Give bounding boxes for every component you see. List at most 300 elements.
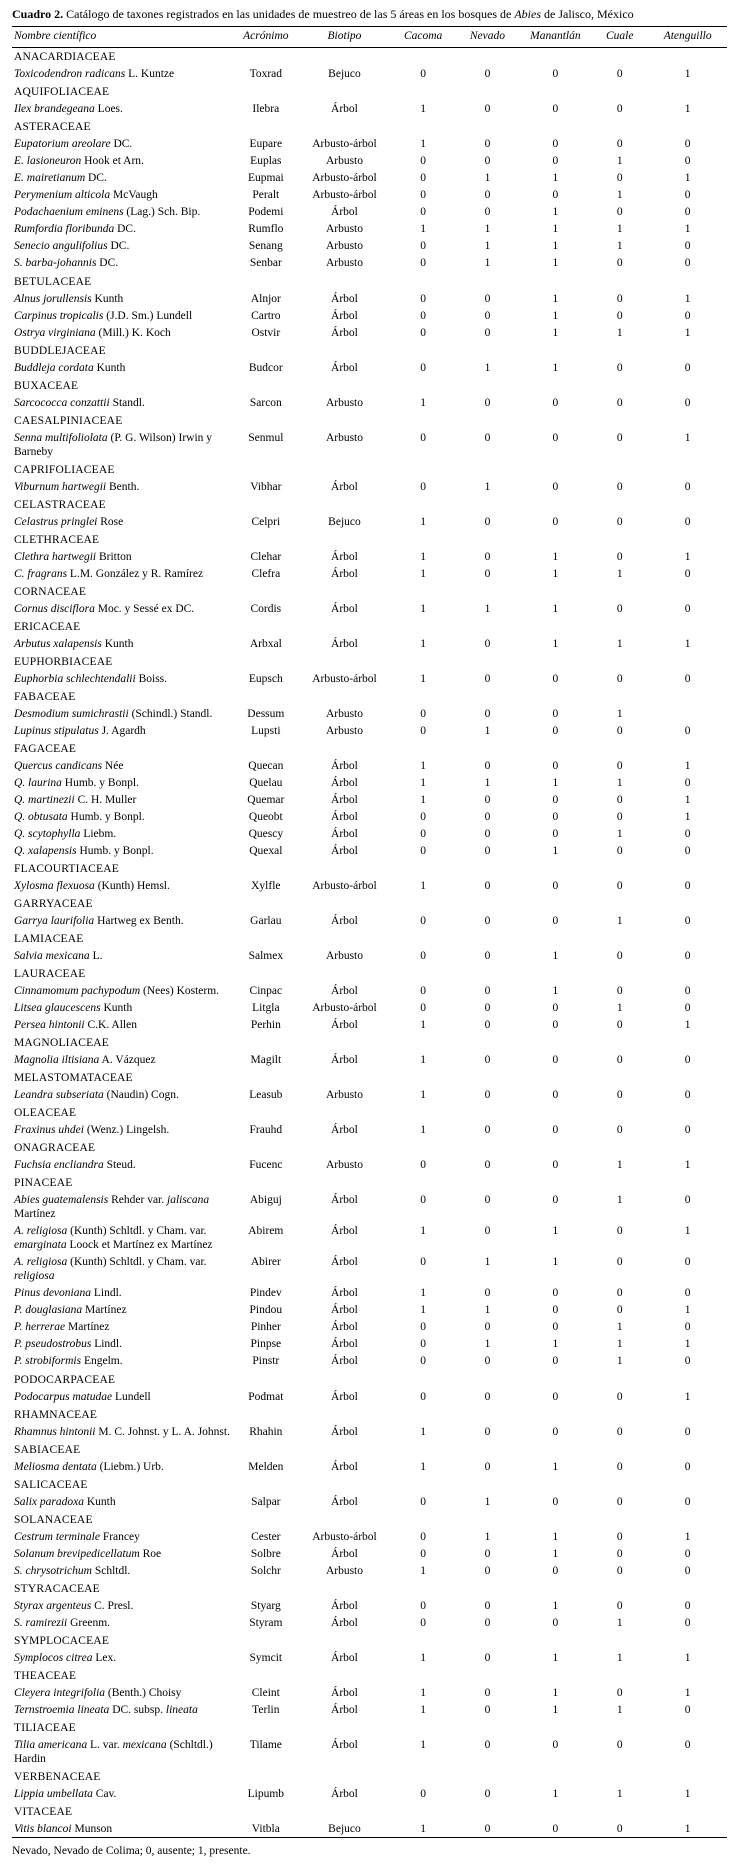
species-row bbox=[12, 1254, 727, 1285]
presence-cell: 0 bbox=[552, 1159, 559, 1172]
species-name: Buddleja cordata Kunth bbox=[14, 361, 126, 374]
presence-cell: 0 bbox=[616, 1089, 623, 1102]
acronym-cell: Budcor bbox=[248, 361, 283, 374]
presence-cell: 0 bbox=[484, 189, 491, 202]
species-name: Celastrus pringlei Rose bbox=[14, 515, 124, 528]
species-name: Q. scytophylla Liebm. bbox=[14, 828, 117, 840]
species-name: Lippia umbellata Cav. bbox=[14, 1787, 117, 1800]
species-name: Abies guatemalensis Rehder var. jaliscana Martínez bbox=[14, 1194, 210, 1221]
presence-cell: 0 bbox=[616, 810, 623, 823]
presence-cell: 0 bbox=[484, 793, 491, 806]
species-name: Lupinus stipulatus J. Agardh bbox=[14, 724, 146, 737]
species-name: Vitis blancoi Munson bbox=[14, 1822, 113, 1835]
family-row bbox=[12, 860, 727, 878]
family-row bbox=[12, 47, 727, 66]
family-row bbox=[12, 1405, 727, 1423]
presence-cell: 0 bbox=[616, 292, 623, 305]
presence-cell: 0 bbox=[616, 1304, 623, 1317]
presence-cell: 0 bbox=[552, 1089, 559, 1102]
species-row bbox=[12, 429, 727, 460]
presence-cell: 1 bbox=[684, 1390, 691, 1403]
biotype-cell: Arbusto bbox=[325, 1089, 363, 1102]
presence-cell: 0 bbox=[420, 240, 426, 253]
biotype-cell: Árbol bbox=[331, 1425, 358, 1438]
presence-cell: 0 bbox=[552, 759, 559, 772]
species-name: A. religiosa (Kunth) Schltdl. y Cham. var. religiosa bbox=[14, 1256, 207, 1283]
presence-cell: 1 bbox=[684, 550, 691, 563]
biotype-cell: Árbol bbox=[331, 309, 358, 322]
presence-cell: 1 bbox=[616, 1338, 623, 1351]
presence-cell: 0 bbox=[420, 257, 426, 270]
species-row bbox=[12, 878, 727, 895]
presence-cell: 0 bbox=[616, 1256, 623, 1269]
col-nevado: Nevado bbox=[455, 27, 519, 48]
presence-cell: 0 bbox=[484, 1547, 491, 1560]
presence-cell: 0 bbox=[484, 68, 491, 81]
species-row bbox=[12, 1458, 727, 1475]
species-name: C. fragrans L.M. González y R. Ramírez bbox=[14, 567, 204, 580]
acronym-cell: Queobt bbox=[248, 810, 283, 823]
family-row bbox=[12, 272, 727, 290]
species-row bbox=[12, 136, 727, 153]
presence-cell: 0 bbox=[616, 880, 623, 893]
presence-cell: 0 bbox=[420, 155, 426, 168]
species-row bbox=[12, 324, 727, 341]
species-row bbox=[12, 565, 727, 582]
presence-cell: 0 bbox=[616, 550, 623, 563]
biotype-cell: Arbusto bbox=[325, 1564, 363, 1577]
species-row bbox=[12, 948, 727, 965]
presence-cell: 0 bbox=[484, 1390, 491, 1403]
species-name: Q. obtusata Humb. y Bonpl. bbox=[14, 810, 145, 823]
presence-cell: 1 bbox=[684, 1338, 691, 1351]
biotype-cell: Arbusto bbox=[325, 431, 363, 444]
acronym-cell: Lupsti bbox=[251, 724, 281, 737]
presence-cell: 0 bbox=[616, 1495, 623, 1508]
family-name: CAPRIFOLIACEAE bbox=[14, 463, 115, 476]
biotype-cell: Árbol bbox=[331, 103, 358, 116]
species-name: Perymenium alticola McVaugh bbox=[14, 189, 158, 202]
presence-cell: 0 bbox=[616, 602, 623, 615]
presence-cell: 0 bbox=[484, 1159, 491, 1172]
presence-cell: 1 bbox=[616, 915, 623, 928]
acronym-cell: Podmat bbox=[248, 1390, 284, 1403]
caption-text-post: de Jalisco, México bbox=[541, 7, 634, 21]
presence-cell: 0 bbox=[684, 1002, 691, 1015]
species-name: Symplocos citrea Lex. bbox=[14, 1651, 117, 1664]
presence-cell: 1 bbox=[420, 637, 426, 650]
presence-cell: 1 bbox=[484, 1338, 491, 1351]
biotype-cell: Árbol bbox=[331, 1256, 358, 1269]
presence-cell: 0 bbox=[616, 480, 623, 493]
family-name: MAGNOLIACEAE bbox=[14, 1037, 110, 1050]
species-row bbox=[12, 170, 727, 187]
acronym-cell: Pinpse bbox=[250, 1338, 282, 1351]
caption-text-pre: Catálogo de taxones registrados en las unidades de muestreo de las 5 áreas en los bosques de bbox=[63, 7, 515, 21]
acronym-cell: Styarg bbox=[250, 1599, 281, 1612]
presence-cell: 1 bbox=[420, 1651, 426, 1664]
presence-cell: 0 bbox=[484, 326, 491, 339]
acronym-cell: Clefra bbox=[251, 567, 281, 580]
presence-cell: 0 bbox=[484, 292, 491, 305]
acronym-cell: Arbxal bbox=[249, 637, 282, 650]
presence-cell: 1 bbox=[684, 1822, 691, 1835]
presence-cell: 1 bbox=[420, 550, 426, 563]
presence-cell: 0 bbox=[616, 950, 623, 963]
presence-cell: 0 bbox=[552, 1390, 559, 1403]
presence-cell: 0 bbox=[684, 1425, 691, 1438]
species-name: S. ramirezii Greenm. bbox=[14, 1616, 111, 1629]
presence-cell: 0 bbox=[684, 361, 691, 374]
presence-cell: 0 bbox=[484, 206, 491, 219]
presence-cell: 0 bbox=[484, 1321, 491, 1334]
acronym-cell: Peralt bbox=[252, 189, 280, 202]
presence-cell: 1 bbox=[616, 1787, 623, 1800]
acronym-cell: Rhahin bbox=[249, 1425, 283, 1438]
family-name: ERICACEAE bbox=[14, 620, 81, 633]
family-name: RHAMNACEAE bbox=[14, 1408, 98, 1421]
species-row bbox=[12, 1192, 727, 1223]
presence-cell: 1 bbox=[552, 292, 559, 305]
presence-cell: 1 bbox=[684, 793, 691, 806]
presence-cell: 1 bbox=[552, 637, 559, 650]
biotype-cell: Árbol bbox=[331, 1338, 358, 1351]
caption-label: Cuadro 2. bbox=[12, 7, 64, 21]
presence-cell: 1 bbox=[552, 845, 559, 858]
biotype-cell: Árbol bbox=[331, 985, 358, 998]
presence-cell: 0 bbox=[484, 431, 491, 444]
presence-cell: 0 bbox=[616, 1019, 623, 1032]
acronym-cell: Eupmai bbox=[247, 172, 284, 185]
presence-cell: 0 bbox=[616, 1225, 623, 1238]
acronym-cell: Melden bbox=[248, 1460, 284, 1473]
family-name: LAURACEAE bbox=[14, 968, 86, 981]
acronym-cell: Abiguj bbox=[249, 1194, 282, 1207]
species-row bbox=[12, 1122, 727, 1139]
presence-cell: 0 bbox=[684, 845, 691, 858]
species-row bbox=[12, 513, 727, 530]
species-name: Cleyera integrifolia (Benth.) Choisy bbox=[14, 1686, 182, 1699]
species-row bbox=[12, 204, 727, 221]
presence-cell: 0 bbox=[420, 292, 426, 305]
biotype-cell: Árbol bbox=[331, 793, 358, 806]
family-row bbox=[12, 1510, 727, 1528]
species-name: Ilex brandegeana Loes. bbox=[14, 103, 123, 116]
species-name: Ternstroemia lineata DC. subsp. lineata bbox=[14, 1703, 198, 1716]
presence-cell: 0 bbox=[484, 1686, 491, 1699]
presence-cell: 1 bbox=[616, 1616, 623, 1629]
presence-cell: 1 bbox=[616, 1355, 623, 1368]
presence-cell: 0 bbox=[684, 1321, 691, 1334]
family-name: AQUIFOLIACEAE bbox=[14, 86, 110, 99]
presence-cell: 0 bbox=[484, 1002, 491, 1015]
presence-cell: 0 bbox=[552, 189, 559, 202]
presence-cell: 1 bbox=[484, 1256, 491, 1269]
presence-cell: 1 bbox=[484, 240, 491, 253]
biotype-cell: Bejuco bbox=[328, 1822, 361, 1835]
presence-cell: 0 bbox=[552, 1002, 559, 1015]
family-name: ASTERACEAE bbox=[14, 121, 91, 134]
presence-cell: 1 bbox=[552, 550, 559, 563]
presence-cell: 0 bbox=[420, 707, 426, 720]
species-row bbox=[12, 1319, 727, 1336]
species-name: Styrax argenteus C. Presl. bbox=[14, 1599, 134, 1612]
presence-cell: 0 bbox=[616, 845, 623, 858]
acronym-cell: Ostvir bbox=[251, 326, 281, 339]
presence-cell: 0 bbox=[616, 172, 623, 185]
presence-cell: 0 bbox=[552, 138, 559, 151]
presence-cell: 1 bbox=[420, 567, 426, 580]
acronym-cell: Litgla bbox=[252, 1002, 280, 1015]
acronym-cell: Quecan bbox=[248, 759, 284, 772]
presence-cell: 0 bbox=[420, 480, 426, 493]
species-name: Cestrum terminale Francey bbox=[14, 1530, 140, 1543]
species-name: Podocarpus matudae Lundell bbox=[14, 1390, 151, 1403]
col-cacoma: Cacoma bbox=[391, 27, 455, 48]
species-row bbox=[12, 1423, 727, 1440]
family-name: PODOCARPACEAE bbox=[14, 1373, 116, 1386]
species-name: Sarcococca conzattii Standl. bbox=[14, 396, 145, 409]
species-row bbox=[12, 791, 727, 808]
family-row bbox=[12, 930, 727, 948]
biotype-cell: Arbusto bbox=[325, 707, 363, 720]
species-name: A. religiosa (Kunth) Schltdl. y Cham. var. emarginata Loock et Martínez ex Martínez bbox=[14, 1225, 213, 1252]
acronym-cell: Cleint bbox=[251, 1686, 280, 1699]
presence-cell: 1 bbox=[684, 292, 691, 305]
family-name: BETULACEAE bbox=[14, 275, 92, 288]
species-row bbox=[12, 808, 727, 825]
family-row bbox=[12, 1475, 727, 1493]
presence-cell: 0 bbox=[616, 206, 623, 219]
biotype-cell: Árbol bbox=[331, 1460, 358, 1473]
acronym-cell: Pindev bbox=[249, 1287, 282, 1300]
species-name: Magnolia iltisiana A. Vázquez bbox=[14, 1054, 156, 1067]
table-caption bbox=[12, 5, 727, 26]
biotype-cell: Árbol bbox=[331, 1495, 358, 1508]
presence-cell: 0 bbox=[684, 602, 691, 615]
biotype-cell: Árbol bbox=[331, 1194, 358, 1207]
presence-cell: 1 bbox=[484, 1530, 491, 1543]
biotype-cell: Arbusto-árbol bbox=[312, 172, 377, 185]
species-name: Cinnamomum pachypodum (Nees) Kosterm. bbox=[14, 985, 220, 998]
taxa-table bbox=[12, 26, 727, 1838]
presence-cell: 1 bbox=[484, 724, 491, 737]
presence-cell: 0 bbox=[484, 637, 491, 650]
presence-cell: 1 bbox=[552, 1225, 559, 1238]
family-row bbox=[12, 1767, 727, 1785]
presence-cell: 0 bbox=[484, 1089, 491, 1102]
presence-cell: 0 bbox=[552, 793, 559, 806]
presence-cell: 0 bbox=[684, 880, 691, 893]
family-row bbox=[12, 1579, 727, 1597]
family-row bbox=[12, 1069, 727, 1087]
species-row bbox=[12, 722, 727, 739]
presence-cell: 0 bbox=[684, 1564, 691, 1577]
presence-cell: 0 bbox=[616, 1822, 623, 1835]
family-name: CORNACEAE bbox=[14, 585, 87, 598]
presence-cell: 0 bbox=[484, 1019, 491, 1032]
presence-cell: 0 bbox=[484, 1599, 491, 1612]
presence-cell: 1 bbox=[420, 223, 426, 236]
species-name: Viburnum hartwegii Benth. bbox=[14, 480, 140, 493]
species-row bbox=[12, 1528, 727, 1545]
biotype-cell: Arbusto-árbol bbox=[312, 138, 377, 151]
acronym-cell: Quexal bbox=[249, 845, 283, 858]
species-row bbox=[12, 1545, 727, 1562]
biotype-cell: Árbol bbox=[331, 480, 358, 493]
presence-cell: 1 bbox=[616, 155, 623, 168]
presence-cell: 0 bbox=[684, 1256, 691, 1269]
biotype-cell: Árbol bbox=[331, 1686, 358, 1699]
species-name: P. douglasiana Martínez bbox=[14, 1304, 127, 1317]
family-row bbox=[12, 1174, 727, 1192]
acronym-cell: Terlin bbox=[252, 1703, 280, 1716]
family-name: BUDDLEJACEAE bbox=[14, 344, 106, 357]
species-name: Leandra subseriata (Naudin) Cogn. bbox=[14, 1089, 179, 1102]
presence-cell: 1 bbox=[684, 68, 691, 81]
presence-cell: 1 bbox=[420, 880, 426, 893]
presence-cell: 0 bbox=[616, 1124, 623, 1137]
presence-cell: 0 bbox=[684, 828, 691, 840]
species-name: Q. xalapensis Humb. y Bonpl. bbox=[14, 845, 154, 858]
presence-cell: 0 bbox=[552, 1495, 559, 1508]
presence-cell: 0 bbox=[616, 1686, 623, 1699]
presence-cell: 1 bbox=[616, 189, 623, 202]
presence-cell: 0 bbox=[616, 985, 623, 998]
presence-cell: 0 bbox=[616, 138, 623, 151]
presence-cell: 1 bbox=[552, 172, 559, 185]
species-name: Salvia mexicana L. bbox=[14, 950, 103, 963]
species-row bbox=[12, 1285, 727, 1302]
species-row bbox=[12, 359, 727, 376]
presence-cell: 0 bbox=[420, 845, 426, 858]
family-row bbox=[12, 687, 727, 705]
species-name: Tilia americana L. var. mexicana (Schltdl.) Hardin bbox=[14, 1738, 213, 1765]
presence-cell: 0 bbox=[420, 724, 426, 737]
presence-cell: 1 bbox=[616, 1651, 623, 1664]
presence-cell: 1 bbox=[616, 240, 623, 253]
presence-cell: 0 bbox=[616, 1564, 623, 1577]
biotype-cell: Árbol bbox=[331, 845, 358, 858]
presence-cell: 0 bbox=[684, 985, 691, 998]
col-nombre-cientifico: Nombre científico bbox=[12, 27, 234, 48]
acronym-cell: Vitbla bbox=[251, 1822, 280, 1835]
family-row bbox=[12, 530, 727, 548]
presence-cell: 1 bbox=[552, 1651, 559, 1664]
species-row bbox=[12, 1649, 727, 1666]
acronym-cell: Abirer bbox=[250, 1256, 281, 1269]
presence-cell: 0 bbox=[616, 1738, 623, 1751]
family-name: CELASTRACEAE bbox=[14, 498, 106, 511]
presence-cell: 0 bbox=[484, 1460, 491, 1473]
biotype-cell: Árbol bbox=[331, 1304, 358, 1317]
family-name: SYMPLOCACEAE bbox=[14, 1634, 110, 1647]
species-row bbox=[12, 1302, 727, 1319]
biotype-cell: Árbol bbox=[331, 1019, 358, 1032]
presence-cell: 0 bbox=[420, 326, 426, 339]
presence-cell: 1 bbox=[484, 1495, 491, 1508]
biotype-cell: Árbol bbox=[331, 326, 358, 339]
acronym-cell: Pinher bbox=[250, 1321, 281, 1334]
family-row bbox=[12, 965, 727, 983]
presence-cell: 0 bbox=[420, 1338, 426, 1351]
presence-cell: 0 bbox=[484, 1425, 491, 1438]
presence-cell: 0 bbox=[616, 1530, 623, 1543]
presence-cell: 0 bbox=[684, 1599, 691, 1612]
acronym-cell: Ilebra bbox=[252, 103, 280, 116]
species-row bbox=[12, 826, 727, 843]
presence-cell: 0 bbox=[616, 1054, 623, 1067]
presence-cell: 1 bbox=[552, 1787, 559, 1800]
family-name: FAGACEAE bbox=[14, 742, 77, 755]
presence-cell: 0 bbox=[684, 1547, 691, 1560]
presence-cell: 0 bbox=[552, 828, 559, 840]
presence-cell: 1 bbox=[552, 1599, 559, 1612]
presence-cell: 1 bbox=[552, 1338, 559, 1351]
species-row bbox=[12, 1052, 727, 1069]
family-name: STYRACACEAE bbox=[14, 1582, 100, 1595]
presence-cell: 0 bbox=[484, 103, 491, 116]
presence-cell: 0 bbox=[420, 1547, 426, 1560]
species-row bbox=[12, 255, 727, 272]
presence-cell: 0 bbox=[484, 1225, 491, 1238]
presence-cell: 1 bbox=[420, 759, 426, 772]
presence-cell: 1 bbox=[684, 1225, 691, 1238]
biotype-cell: Arbusto bbox=[325, 1159, 363, 1172]
acronym-cell: Quemar bbox=[247, 793, 285, 806]
species-name: Alnus jorullensis Kunth bbox=[14, 292, 124, 305]
presence-cell: 0 bbox=[420, 1355, 426, 1368]
species-row bbox=[12, 913, 727, 930]
presence-cell: 1 bbox=[684, 1019, 691, 1032]
presence-cell: 0 bbox=[684, 309, 691, 322]
species-row bbox=[12, 1736, 727, 1767]
presence-cell: 0 bbox=[484, 1651, 491, 1664]
presence-cell: 1 bbox=[552, 257, 559, 270]
presence-cell: 1 bbox=[484, 223, 491, 236]
presence-cell: 0 bbox=[684, 724, 691, 737]
species-row bbox=[12, 843, 727, 860]
species-row bbox=[12, 1701, 727, 1718]
presence-cell: 1 bbox=[552, 326, 559, 339]
species-name: S. barba-johannis DC. bbox=[14, 257, 119, 270]
biotype-cell: Árbol bbox=[331, 915, 358, 928]
presence-cell: 1 bbox=[616, 1703, 623, 1716]
presence-cell: 0 bbox=[552, 431, 559, 444]
species-row bbox=[12, 1388, 727, 1405]
biotype-cell: Árbol bbox=[331, 759, 358, 772]
family-row bbox=[12, 495, 727, 513]
species-name: Pinus devoniana Lindl. bbox=[14, 1287, 122, 1300]
biotype-cell: Árbol bbox=[331, 1124, 358, 1137]
presence-cell: 0 bbox=[684, 1495, 691, 1508]
presence-cell: 1 bbox=[552, 950, 559, 963]
acronym-cell: Abirem bbox=[248, 1225, 284, 1238]
species-row bbox=[12, 1223, 727, 1254]
presence-cell: 0 bbox=[684, 480, 691, 493]
presence-cell: 0 bbox=[552, 396, 559, 409]
acronym-cell: Lipumb bbox=[247, 1787, 285, 1800]
presence-cell: 1 bbox=[552, 206, 559, 219]
family-row bbox=[12, 1631, 727, 1649]
presence-cell: 0 bbox=[484, 1564, 491, 1577]
presence-cell: 0 bbox=[616, 1599, 623, 1612]
presence-cell: 1 bbox=[552, 1547, 559, 1560]
presence-cell: 0 bbox=[684, 155, 691, 168]
biotype-cell: Árbol bbox=[331, 206, 358, 219]
presence-cell: 1 bbox=[684, 103, 691, 116]
presence-cell: 0 bbox=[552, 1054, 559, 1067]
